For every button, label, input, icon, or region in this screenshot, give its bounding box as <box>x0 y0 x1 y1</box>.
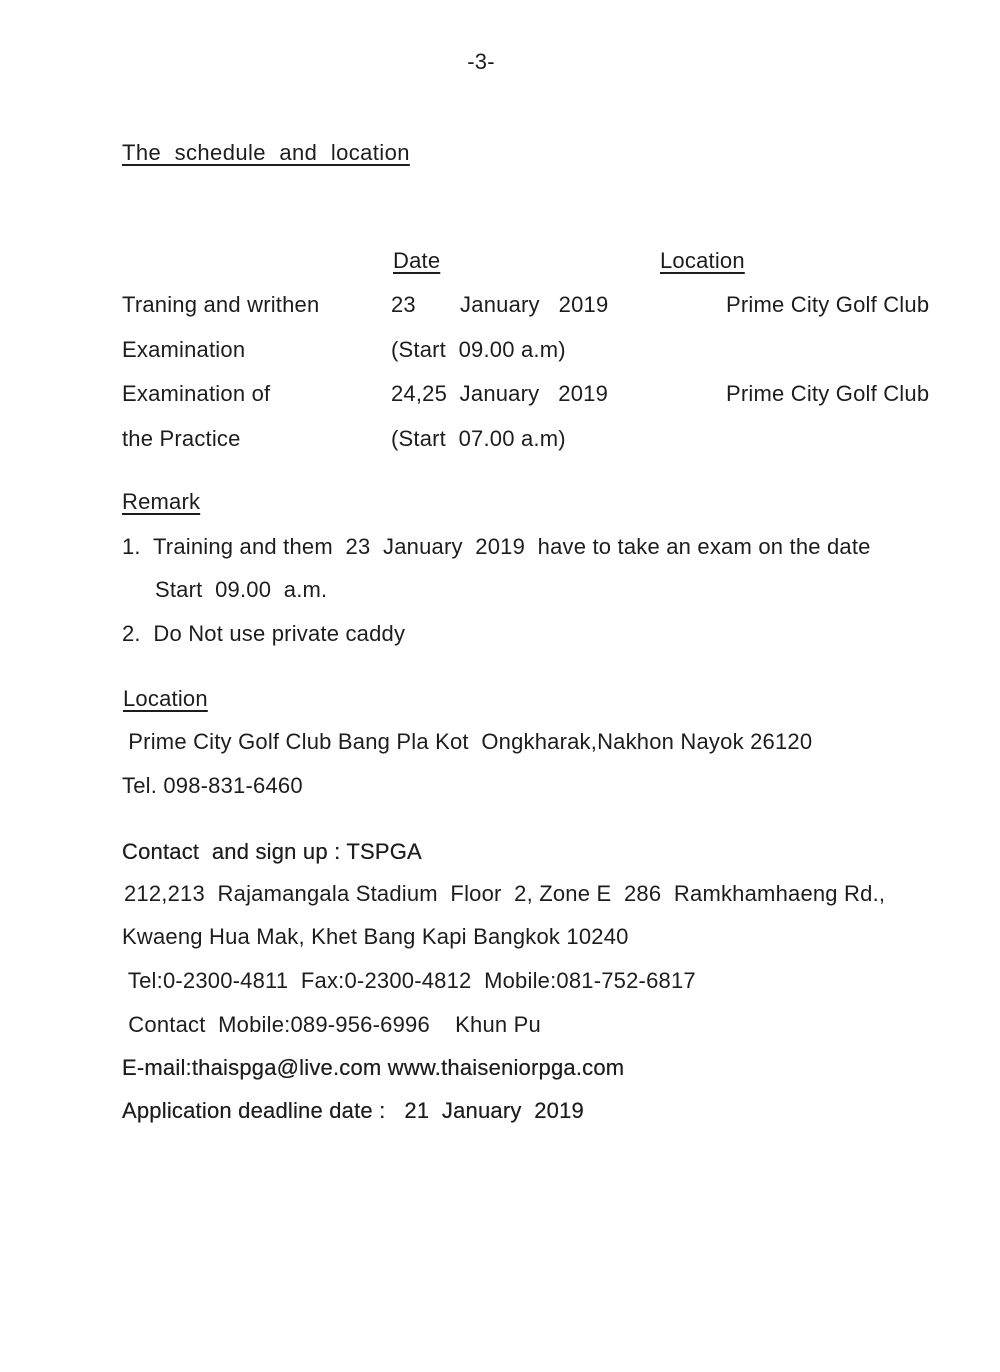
page-number: -3- <box>467 49 495 74</box>
schedule-row-activity: Traning and writhen <box>122 292 320 317</box>
remark-item-1-continued: Start 09.00 a.m. <box>155 577 328 602</box>
location-phone: Tel. 098-831-6460 <box>122 773 303 798</box>
location-column-header: Location <box>660 248 745 273</box>
schedule-heading: The schedule and location <box>122 140 410 165</box>
schedule-row-activity: Examination <box>122 337 246 362</box>
schedule-row-date: (Start 07.00 a.m) <box>391 426 566 451</box>
contact-heading: Contact and sign up : TSPGA <box>122 839 422 864</box>
contact-email-website: E-mail:thaispga@live.com www.thaiseniorpga.com <box>122 1055 625 1080</box>
application-deadline: Application deadline date : 21 January 2019 <box>122 1098 584 1123</box>
date-column-header: Date <box>393 248 441 273</box>
schedule-row-date: 23 January 2019 <box>391 292 609 317</box>
remark-item-1: 1. Training and them 23 January 2019 have to take an exam on the date <box>122 534 871 559</box>
schedule-row-activity: the Practice <box>122 426 241 451</box>
schedule-row-location: Prime City Golf Club <box>726 292 930 317</box>
remark-heading: Remark <box>122 489 201 514</box>
schedule-row-date: 24,25 January 2019 <box>391 381 609 406</box>
schedule-row-activity: Examination of <box>122 381 271 406</box>
remark-item-2: 2. Do Not use private caddy <box>122 621 406 646</box>
schedule-row-date: (Start 09.00 a.m) <box>391 337 566 362</box>
contact-address-line-1: 212,213 Rajamangala Stadium Floor 2, Zone E 286 Ramkhamhaeng Rd., <box>124 881 886 906</box>
location-heading: Location <box>123 686 208 711</box>
contact-phone-numbers: Tel:0-2300-4811 Fax:0-2300-4812 Mobile:081-752-6817 <box>122 968 696 993</box>
contact-mobile: Contact Mobile:089-956-6996 Khun Pu <box>122 1012 541 1037</box>
contact-address-line-2: Kwaeng Hua Mak, Khet Bang Kapi Bangkok 10240 <box>122 924 629 949</box>
location-address: Prime City Golf Club Bang Pla Kot Ongkharak,Nakhon Nayok 26120 <box>122 729 813 754</box>
schedule-row-location: Prime City Golf Club <box>726 381 930 406</box>
